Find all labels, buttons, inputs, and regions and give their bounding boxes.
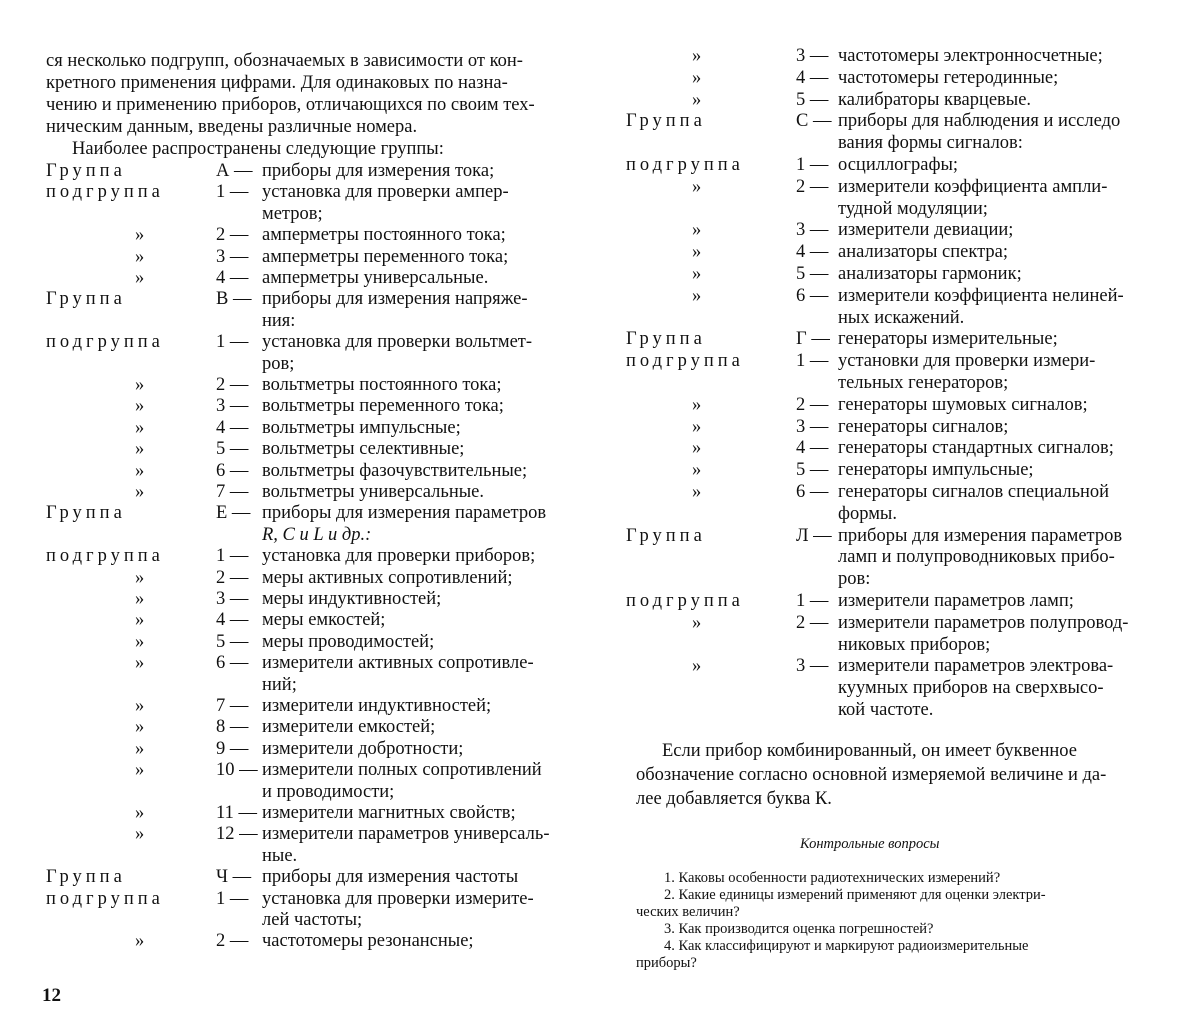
paragraph-line: Если прибор комбинированный, он имеет буквенное [662,741,1077,761]
ditto-mark: » [135,760,145,780]
question-line: 1. Каковы особенности радиотехнических измерений? [664,870,1001,886]
item-text: установка для проверки ампер- [262,182,509,202]
ditto-mark: » [692,395,702,415]
item-text: тельных генераторов; [838,373,1009,393]
question-line: 4. Как классифицируют и маркируют радиоизмерительные [664,938,1029,954]
item-text: анализаторы спектра; [838,242,1009,262]
item-text: меры емкостей; [262,610,386,630]
item-text: установка для проверки приборов; [262,546,536,566]
item-text: меры проводимостей; [262,632,435,652]
page-number: 12 [42,985,61,1006]
ditto-mark: » [692,264,702,284]
item-code: 1 — [216,332,249,352]
group-label: Группа [626,526,706,546]
item-text: приборы для измерения напряже- [262,289,528,309]
item-text: меры индуктивностей; [262,589,442,609]
ditto-mark: » [692,460,702,480]
item-code: 1 — [796,591,829,611]
item-text: вания формы сигналов: [838,133,1023,153]
item-code: 2 — [216,375,249,395]
item-text: вольтметры универсальные. [262,482,484,502]
intro-line: ническим данным, введены различные номера. [46,117,418,137]
item-text: вольтметры фазочувствительные; [262,461,528,481]
item-text: тудной модуляции; [838,199,988,219]
item-text: вольтметры импульсные; [262,418,461,438]
item-code: 3 — [796,656,829,676]
subgroup-label: подгруппа [626,155,744,175]
item-text: измерители активных сопротивле- [262,653,534,673]
item-code: 2 — [216,931,249,951]
item-code: 5 — [796,90,829,110]
item-text: амперметры переменного тока; [262,247,509,267]
ditto-mark: » [135,610,145,630]
item-text: осциллографы; [838,155,959,175]
item-code: 5 — [216,632,249,652]
subgroup-label: подгруппа [46,546,164,566]
item-code: 5 — [796,460,829,480]
item-code: 2 — [216,568,249,588]
ditto-mark: » [692,46,702,66]
subgroup-label: подгруппа [46,332,164,352]
item-text: формы. [838,504,897,524]
item-code: 1 — [216,889,249,909]
ditto-mark: » [135,268,145,288]
ditto-mark: » [135,589,145,609]
item-code: 1 — [796,351,829,371]
item-text: генераторы шумовых сигналов; [838,395,1088,415]
question-line: ческих величин? [636,904,740,920]
ditto-mark: » [135,653,145,673]
item-text: куумных приборов на сверхвысо- [838,678,1104,698]
item-text: генераторы сигналов; [838,417,1009,437]
item-code: 1 — [216,546,249,566]
item-code: С — [796,111,832,131]
item-code: 11 — [216,803,257,823]
ditto-mark: » [135,225,145,245]
ditto-mark: » [135,632,145,652]
item-code: В — [216,289,252,309]
item-text: ров: [838,569,871,589]
subgroup-label: подгруппа [46,182,164,202]
item-code: 4 — [796,68,829,88]
item-code: 3 — [216,396,249,416]
item-text: измерители индуктивностей; [262,696,492,716]
item-text: ний; [262,675,297,695]
item-text: частотомеры резонансные; [262,931,474,951]
item-text: генераторы стандартных сигналов; [838,438,1114,458]
lead-line: Наиболее распространены следующие группы: [72,139,444,159]
item-code: Л — [796,526,832,546]
intro-line: кретного применения цифрами. Для одинаковых по назна- [46,73,508,93]
group-label: Группа [46,161,126,181]
item-text: измерители коэффициента нелиней- [838,286,1124,306]
item-text: меры активных сопротивлений; [262,568,513,588]
item-code: 2 — [216,225,249,245]
item-text: приборы для измерения параметров [838,526,1123,546]
item-text: установка для проверки измерите- [262,889,534,909]
item-text: измерители параметров универсаль- [262,824,550,844]
ditto-mark: » [135,482,145,502]
item-text: измерители девиации; [838,220,1014,240]
item-text: измерители параметров полупровод- [838,613,1129,633]
item-text: измерители параметров ламп; [838,591,1074,611]
item-code: 7 — [216,696,249,716]
ditto-mark: » [135,803,145,823]
item-code: 4 — [216,268,249,288]
item-code: 4 — [796,242,829,262]
ditto-mark: » [692,438,702,458]
questions-heading: Контрольные вопросы [800,836,940,852]
item-text: ров; [262,354,295,374]
subgroup-label: подгруппа [46,889,164,909]
item-text: вольтметры селективные; [262,439,465,459]
ditto-mark: » [692,177,702,197]
item-text: вольтметры переменного тока; [262,396,504,416]
item-code: Е — [216,503,251,523]
item-text: приборы для измерения тока; [262,161,495,181]
paragraph-line: лее добавляется буква К. [636,789,832,809]
item-code: 5 — [216,439,249,459]
item-text: приборы для измерения параметров [262,503,547,523]
ditto-mark: » [135,375,145,395]
ditto-mark: » [692,417,702,437]
question-line: приборы? [636,955,697,971]
ditto-mark: » [692,656,702,676]
ditto-mark: » [692,286,702,306]
intro-line: чению и применению приборов, отличающихся по своим тех- [46,95,535,115]
item-text: приборы для наблюдения и исследо [838,111,1121,131]
subgroup-label: подгруппа [626,591,744,611]
item-code: 2 — [796,613,829,633]
ditto-mark: » [135,568,145,588]
item-text: амперметры универсальные. [262,268,489,288]
item-code: 3 — [796,220,829,240]
item-code: Г — [796,329,830,349]
item-text: частотомеры электронносчетные; [838,46,1103,66]
item-text: приборы для измерения частоты [262,867,519,887]
ditto-mark: » [135,696,145,716]
item-text: установка для проверки вольтмет- [262,332,533,352]
group-label: Группа [626,111,706,131]
item-text: кой частоте. [838,700,934,720]
item-code: 2 — [796,395,829,415]
item-text: ные. [262,846,298,866]
group-label: Группа [46,867,126,887]
item-text: генераторы импульсные; [838,460,1034,480]
item-text: измерители коэффициента ампли- [838,177,1108,197]
group-label: Группа [46,503,126,523]
item-code: 1 — [216,182,249,202]
item-code: 3 — [796,417,829,437]
item-code: 7 — [216,482,249,502]
item-code: 6 — [216,653,249,673]
item-text: генераторы сигналов специальной [838,482,1110,502]
item-text: генераторы измерительные; [838,329,1058,349]
item-code: 4 — [796,438,829,458]
ditto-mark: » [692,220,702,240]
item-code: 2 — [796,177,829,197]
item-code: 3 — [796,46,829,66]
item-code: 6 — [796,286,829,306]
ditto-mark: » [692,242,702,262]
item-code: 12 — [216,824,258,844]
question-line: 3. Как производится оценка погрешностей? [664,921,934,937]
ditto-mark: » [692,68,702,88]
item-code: 6 — [216,461,249,481]
item-text: измерители полных сопротивлений [262,760,542,780]
ditto-mark: » [692,613,702,633]
item-text: частотомеры гетеродинные; [838,68,1059,88]
item-text: калибраторы кварцевые. [838,90,1032,110]
group-label: Группа [626,329,706,349]
item-text: лей частоты; [262,910,363,930]
item-code: 4 — [216,418,249,438]
ditto-mark: » [692,482,702,502]
item-code: 4 — [216,610,249,630]
item-text: ных искажений. [838,308,965,328]
item-text: никовых приборов; [838,635,991,655]
item-code: 6 — [796,482,829,502]
item-text: ния: [262,311,296,331]
question-line: 2. Какие единицы измерений применяют для оценки электри- [664,887,1046,903]
ditto-mark: » [135,824,145,844]
item-text: установки для проверки измери- [838,351,1096,371]
item-code: 8 — [216,717,249,737]
item-text: и проводимости; [262,782,395,802]
group-label: Группа [46,289,126,309]
subgroup-label: подгруппа [626,351,744,371]
item-code: 10 — [216,760,258,780]
item-code: 3 — [216,589,249,609]
item-text: измерители параметров электрова- [838,656,1114,676]
item-code: 1 — [796,155,829,175]
ditto-mark: » [135,739,145,759]
intro-line: ся несколько подгрупп, обозначаемых в зависимости от кон- [46,51,523,71]
ditto-mark: » [135,439,145,459]
item-code: 3 — [216,247,249,267]
item-code: 5 — [796,264,829,284]
item-text: вольтметры постоянного тока; [262,375,502,395]
item-text: R, C и L и др.: [262,525,372,545]
paragraph-line: обозначение согласно основной измеряемой величине и да- [636,765,1107,785]
item-code: Ч — [216,867,252,887]
ditto-mark: » [135,396,145,416]
ditto-mark: » [692,90,702,110]
item-text: амперметры постоянного тока; [262,225,506,245]
item-text: анализаторы гармоник; [838,264,1022,284]
item-code: А — [216,161,253,181]
ditto-mark: » [135,461,145,481]
item-code: 9 — [216,739,249,759]
ditto-mark: » [135,247,145,267]
item-text: ламп и полупроводниковых прибо- [838,547,1115,567]
item-text: измерители емкостей; [262,717,436,737]
ditto-mark: » [135,418,145,438]
item-text: измерители магнитных свойств; [262,803,516,823]
ditto-mark: » [135,717,145,737]
item-text: метров; [262,204,323,224]
ditto-mark: » [135,931,145,951]
item-text: измерители добротности; [262,739,464,759]
